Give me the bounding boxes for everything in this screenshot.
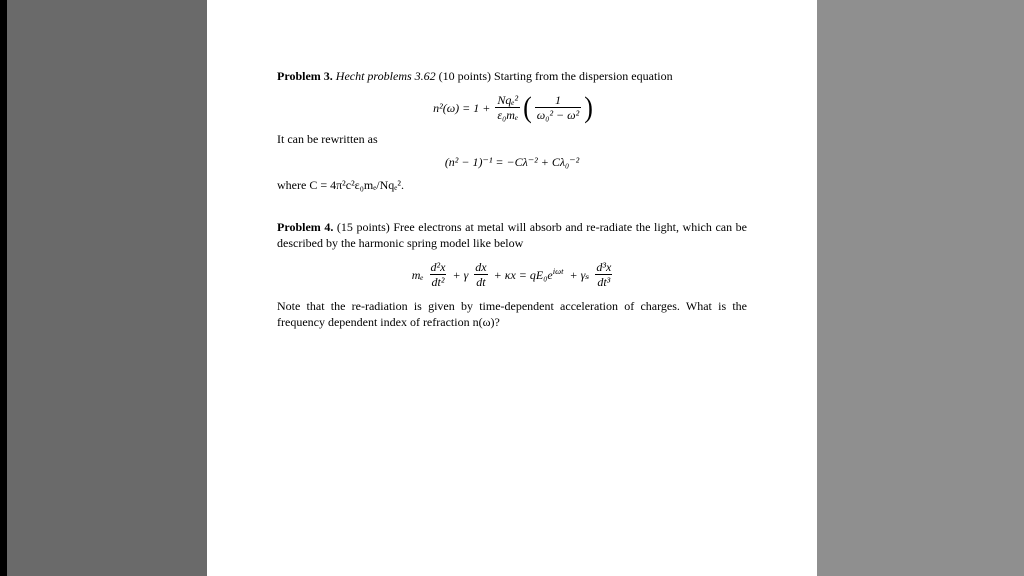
eq3-plus-gamma-s: + γₛ xyxy=(569,267,590,282)
viewer-background-left xyxy=(7,0,207,576)
eq3-plus-gamma: + γ xyxy=(452,267,469,282)
rewrite-text: It can be rewritten as xyxy=(277,132,378,146)
page-content xyxy=(277,68,747,330)
problem3-heading-text: (10 points) Starting from the dispersion equation xyxy=(435,69,673,83)
eq1-left-paren: ( xyxy=(523,90,532,124)
eq3-frac2-denominator: dt xyxy=(476,275,486,289)
problem4-heading-text: (15 points) Free electrons at metal will absorb and re-radiate the light, which can be described by the harmonic spring model like below xyxy=(277,220,747,250)
eq3-fraction-2 xyxy=(473,260,488,289)
eq1-frac2-denominator: ω₀² − ω² xyxy=(536,108,580,122)
eq3-exponent: iωt xyxy=(552,265,564,276)
where-definition: where C = 4π²c²ε₀mₑ/Nqₑ². xyxy=(277,178,404,192)
document-page xyxy=(207,0,817,576)
harmonic-spring-equation xyxy=(277,260,747,289)
dispersion-equation xyxy=(277,90,747,124)
left-edge-bar xyxy=(0,0,7,576)
eq3-frac3-numerator: d³x xyxy=(596,260,612,274)
eq3-frac3-denominator: dt³ xyxy=(597,275,611,289)
eq3-me: mₑ xyxy=(411,267,424,282)
eq3-frac2-numerator: dx xyxy=(475,260,487,274)
eq1-fraction-2 xyxy=(535,93,581,122)
problem3-heading xyxy=(277,68,747,84)
eq3-fraction-1 xyxy=(429,260,448,289)
eq3-frac1-denominator: dt² xyxy=(431,275,445,289)
eq3-middle-text: + κx = qE₀e xyxy=(493,267,553,282)
eq1-fraction-1 xyxy=(495,93,520,122)
problem3-label: Problem 3. xyxy=(277,69,333,83)
eq3-middle xyxy=(494,267,564,283)
eq1-frac1-denominator: ε₀mₑ xyxy=(497,108,519,122)
problem4-heading xyxy=(277,219,747,251)
problem3-source: Hecht problems 3.62 xyxy=(332,69,436,83)
eq1-frac1-numerator: Nqₑ² xyxy=(497,93,519,107)
eq1-frac2-numerator: 1 xyxy=(555,93,561,107)
eq3-frac1-numerator: d²x xyxy=(430,260,446,274)
eq1-lhs: n²(ω) = 1 + xyxy=(433,100,491,115)
note-paragraph: Note that the re-radiation is given by time-dependent acceleration of charges. What is the frequency dependent index of refraction n(ω)? xyxy=(277,299,747,329)
eq3-fraction-3 xyxy=(594,260,613,289)
eq1-right-paren: ) xyxy=(584,90,593,124)
section-gap xyxy=(277,193,747,219)
problem4-label: Problem 4. xyxy=(277,220,334,234)
rewritten-equation: (n² − 1)⁻¹ = −Cλ⁻² + Cλ₀⁻² xyxy=(444,155,580,169)
